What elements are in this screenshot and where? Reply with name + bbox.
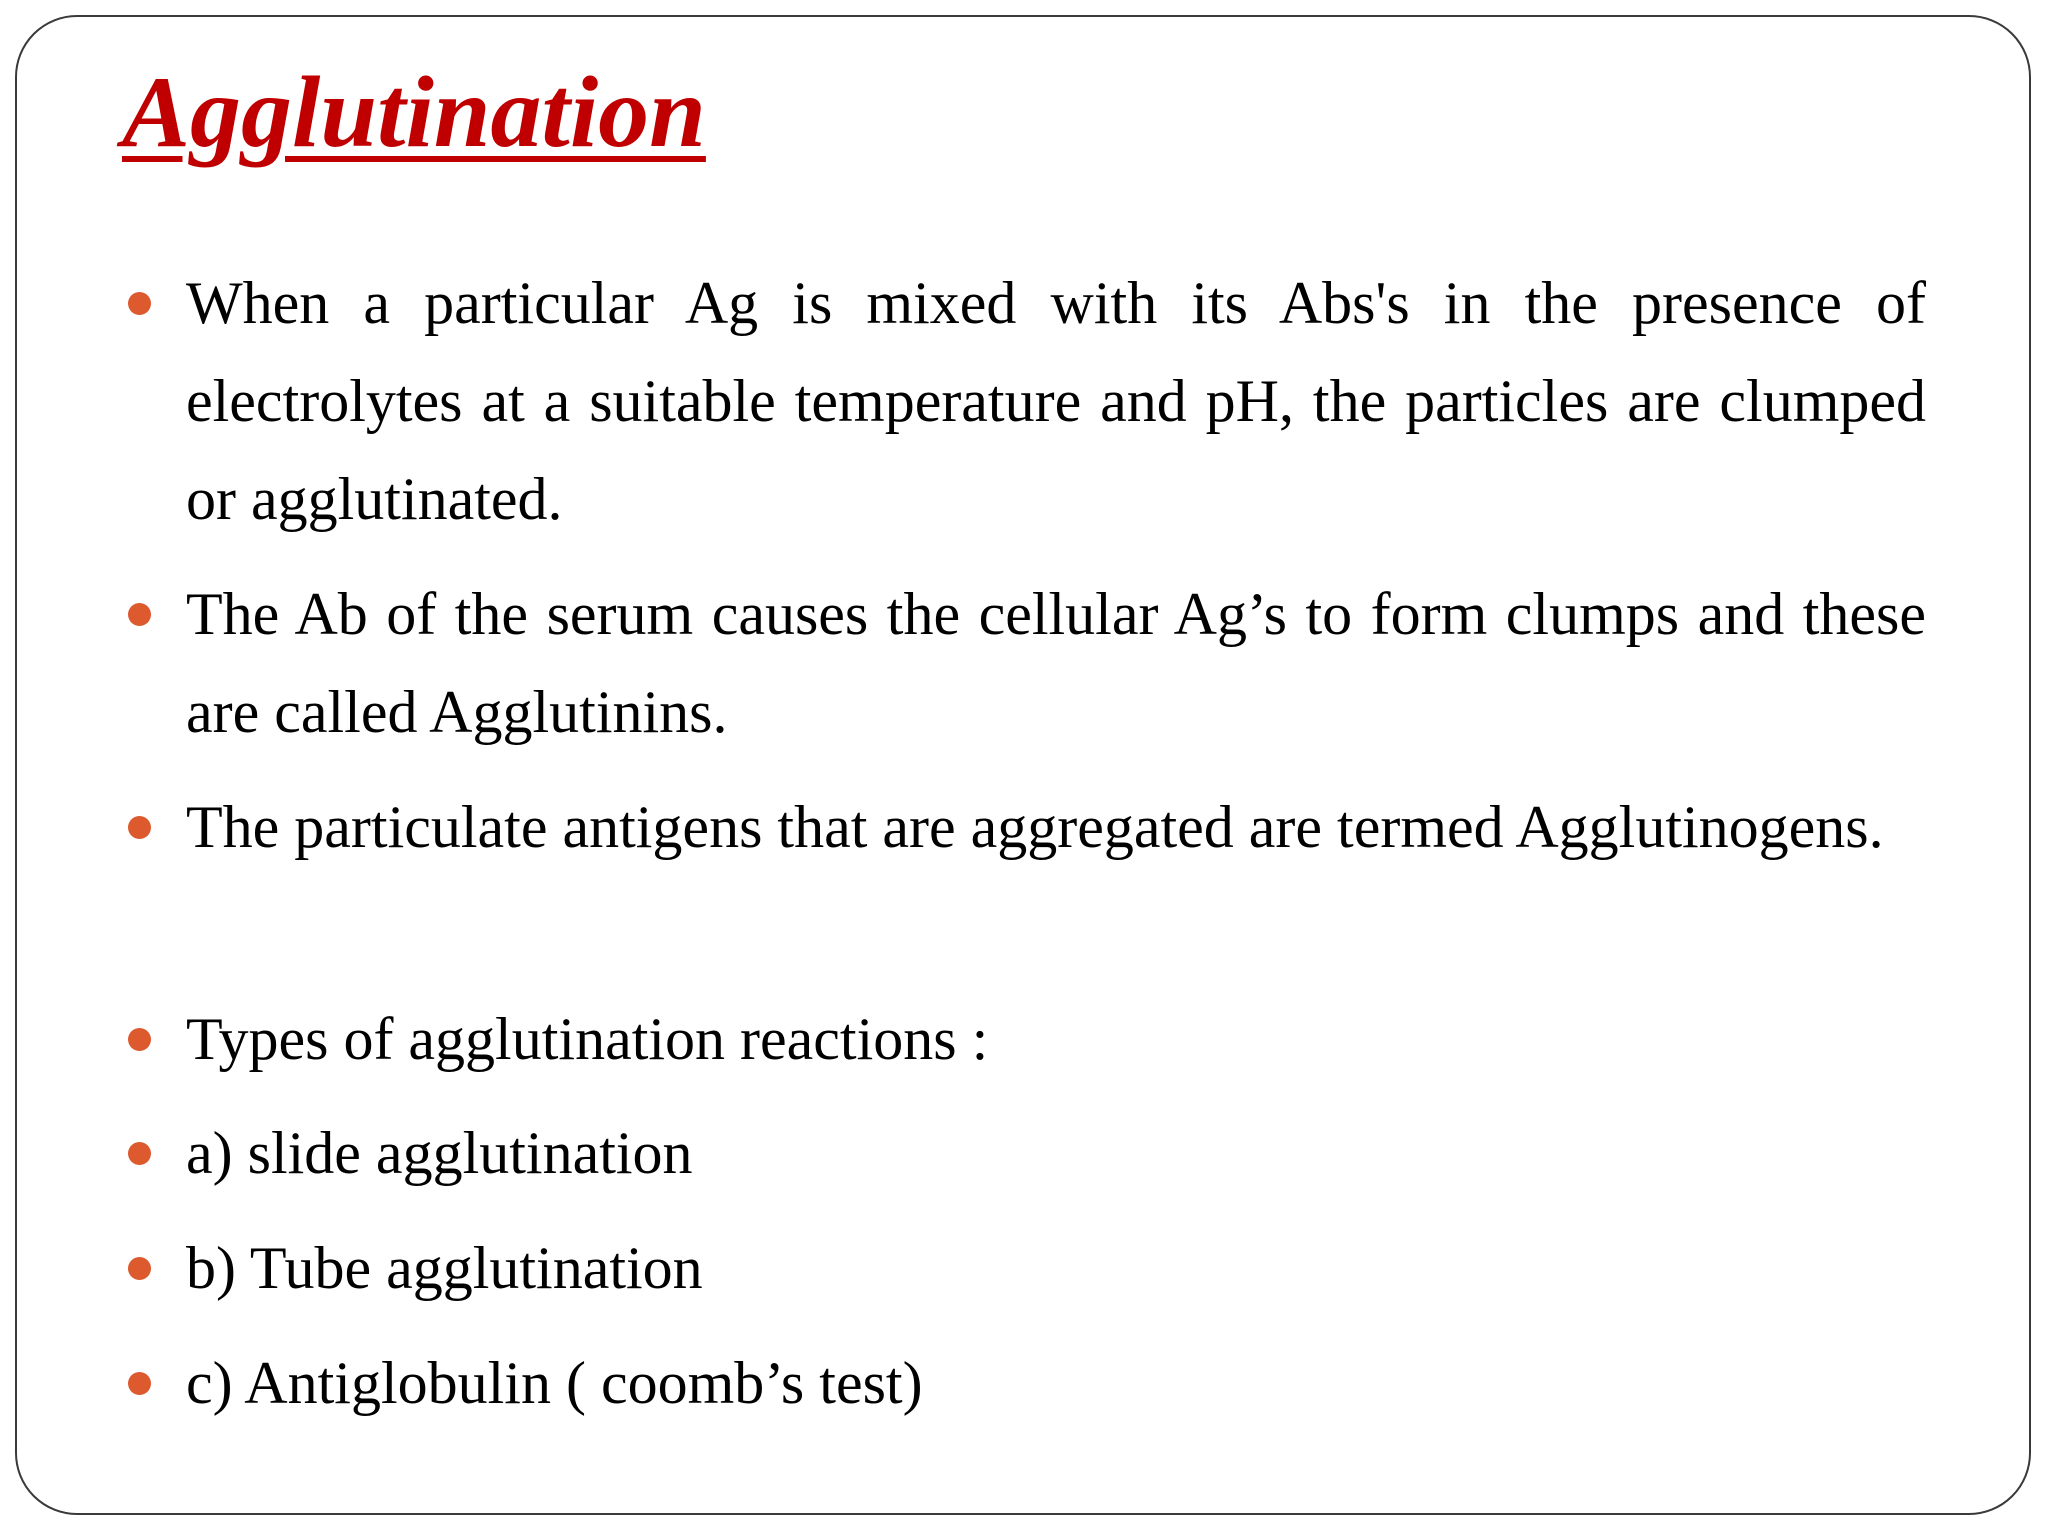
bullet-text: When a particular Ag is mixed with its Abs's in the presence of electrolytes at a suitable temperature and pH, the particles are clumped or agglutinated. — [186, 270, 1926, 532]
bullet-dot-icon — [128, 1142, 151, 1165]
bullet-dot-icon — [128, 1257, 151, 1280]
bullet-text: The Ab of the serum causes the cellular Ag’s to form clumps and these are called Agglutinins. — [186, 581, 1926, 745]
bullet-text: The particulate antigens that are aggregated are termed Agglutinogens. — [186, 794, 1884, 860]
bullet-dot-icon — [128, 603, 151, 626]
bullet-text: b) Tube agglutination — [186, 1235, 703, 1301]
slide-title: Agglutination — [122, 56, 706, 169]
bullet-dot-icon — [128, 1372, 151, 1395]
bullet-dot-icon — [128, 1028, 151, 1051]
bullet-dot-icon — [128, 816, 151, 839]
bullet-text: c) Antiglobulin ( coomb’s test) — [186, 1350, 923, 1416]
bullet-dot-icon — [128, 292, 151, 315]
bullet-text: Types of agglutination reactions : — [186, 1006, 989, 1072]
bullet-text: a) slide agglutination — [186, 1120, 693, 1186]
